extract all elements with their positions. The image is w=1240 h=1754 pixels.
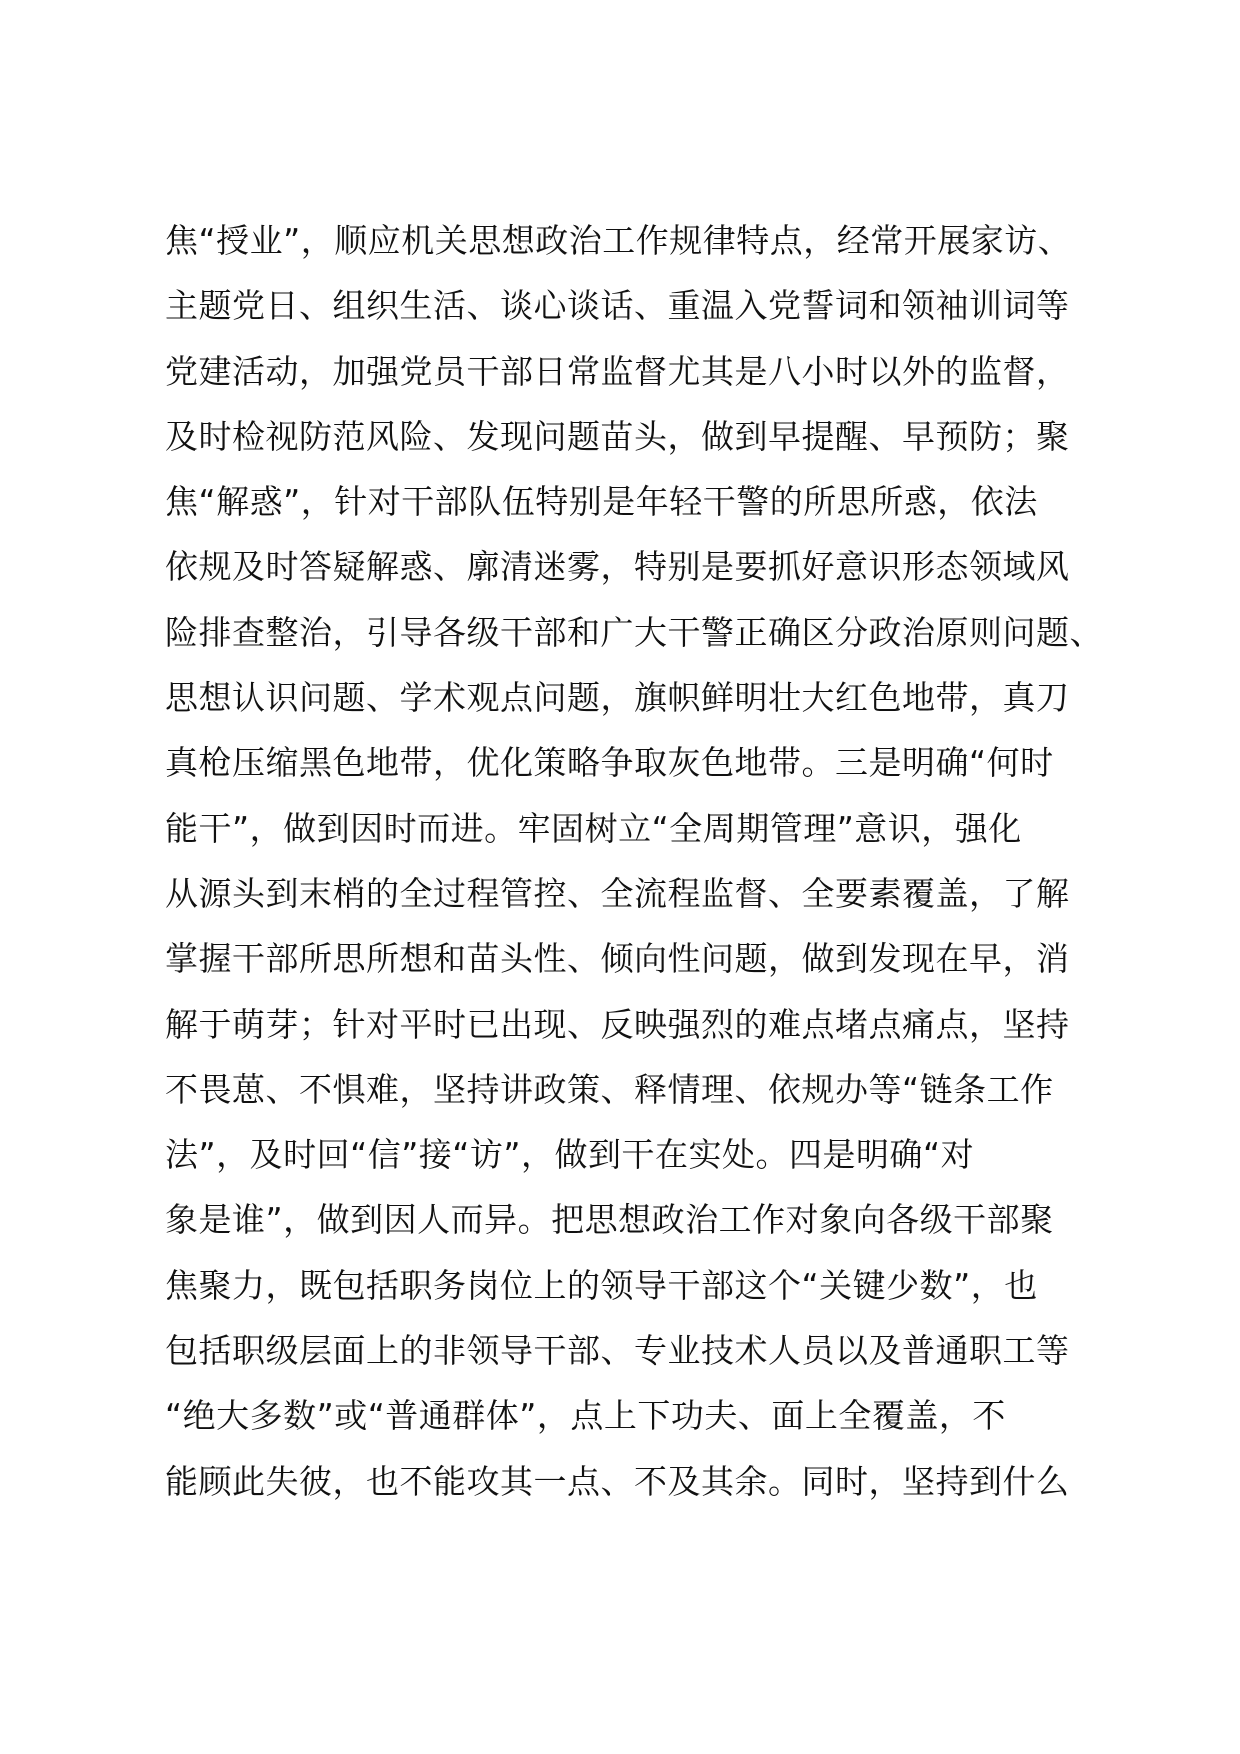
- text-line: 象是谁”，做到因人而异。把思想政治工作对象向各级干部聚: [165, 1200, 1054, 1240]
- text-line: 不畏葸、不惧难，坚持讲政策、释情理、依规办等“链条工作: [165, 1069, 1054, 1109]
- body-text: [165, 208, 1105, 1514]
- text-line: 能干”，做到因时而进。牢固树立“全周期管理”意识，强化: [165, 808, 1022, 848]
- text-line: 法”，及时回“信”接“访”，做到干在实处。四是明确“对: [165, 1135, 975, 1175]
- text-line: 焦“授业”，顺应机关思想政治工作规律特点，经常开展家访、: [165, 221, 1072, 260]
- text-line: 思想认识问题、学术观点问题，旗帜鲜明壮大红色地带，真刀: [165, 678, 1070, 718]
- text-line: 焦“解惑”，针对干部队伍特别是年轻干警的所思所惑，依法: [165, 482, 1038, 522]
- text-line: 党建活动，加强党员干部日常监督尤其是八小时以外的监督，: [165, 351, 1070, 391]
- text-line: 从源头到末梢的全过程管控、全流程监督、全要素覆盖，了解: [165, 873, 1070, 913]
- text-line: 掌握干部所思所想和苗头性、倾向性问题，做到发现在早，消: [165, 939, 1070, 979]
- text-line: 解于萌芽；针对平时已出现、反映强烈的难点堵点痛点，坚持: [165, 1004, 1070, 1044]
- text-line: 及时检视防范风险、发现问题苗头，做到早提醒、早预防；聚: [165, 416, 1070, 456]
- text-line: 主题党日、组织生活、谈心谈话、重温入党誓词和领袖训词等: [165, 286, 1070, 326]
- text-line: 包括职级层面上的非领导干部、专业技术人员以及普通职工等: [165, 1331, 1070, 1371]
- text-line: 依规及时答疑解惑、廓清迷雾，特别是要抓好意识形态领域风: [165, 547, 1070, 587]
- text-line: “绝大多数”或“普通群体”，点上下功夫、面上全覆盖，不: [165, 1396, 1006, 1436]
- text-line: 焦聚力，既包括职务岗位上的领导干部这个“关键少数”，也: [165, 1265, 1038, 1305]
- text-line: 真枪压缩黑色地带，优化策略争取灰色地带。三是明确“何时: [165, 743, 1054, 783]
- text-line: 险排查整治，引导各级干部和广大干警正确区分政治原则问题、: [165, 612, 1103, 652]
- text-line: 能顾此失彼，也不能攻其一点、不及其余。同时，坚持到什么: [165, 1461, 1070, 1501]
